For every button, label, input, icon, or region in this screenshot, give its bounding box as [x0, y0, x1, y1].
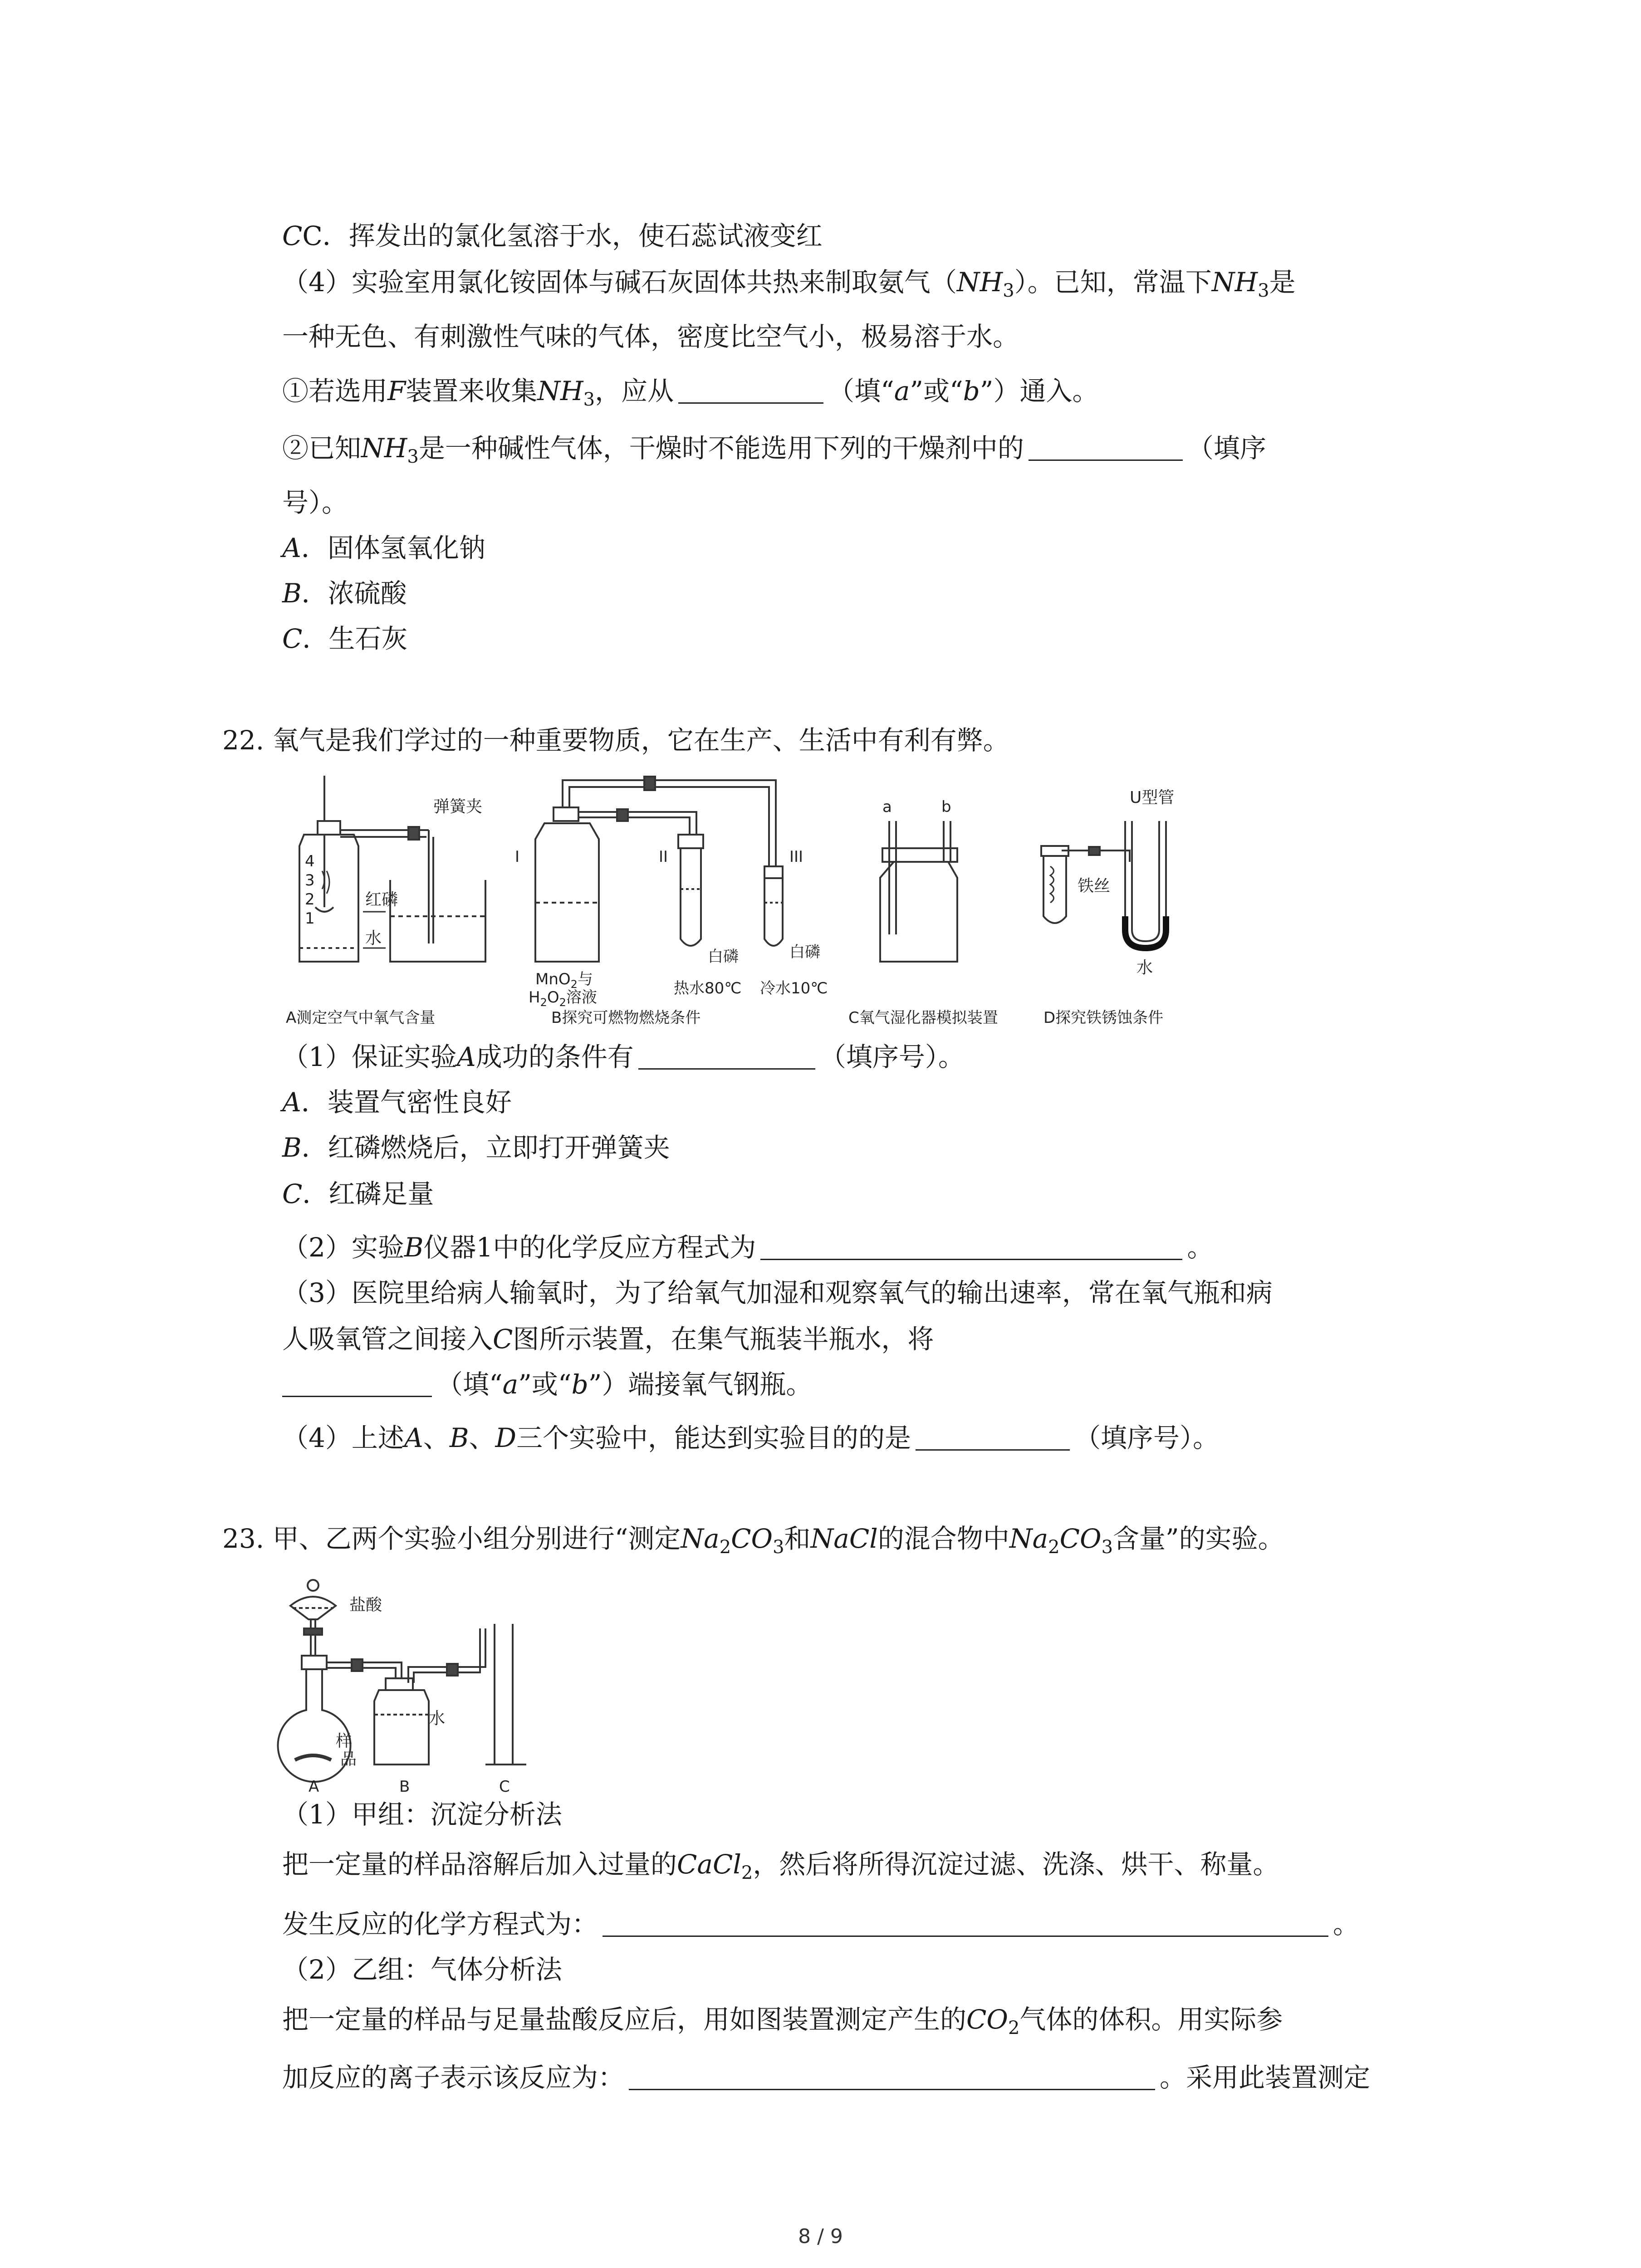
q22-figure [272, 767, 1225, 1039]
roman-1: I [515, 848, 520, 866]
q23-part2-line2: 加反应的离子表示该反应为： 。采用此装置测定 [282, 2062, 1371, 2093]
q21-part4-line1: （4）实验室用氯化铵固体与碱石灰固体共热来制取氨气$(NH_3)$。已知，常温下$NH_3$是 [282, 267, 1296, 301]
q22-part2-blank[interactable] [760, 1232, 1182, 1260]
q23-part1-line1: 把一定量的样品溶解后加入过量的CaCl$_2$，然后将所得沉淀过滤、洗涤、烘干、称量。 [282, 1849, 1279, 1883]
q22-opt-c: C．红磷足量 [282, 1178, 434, 1209]
q22-part1: （1）保证实验A成功的条件有 （填序号）。 [282, 1041, 965, 1072]
q21-option-c: CC．挥发出的氯化氢溶于水，使石蕊试液变红 [282, 220, 823, 251]
q23-part2-blank[interactable] [629, 2063, 1155, 2090]
q22-opt-b: B．红磷燃烧后，立即打开弹簧夹 [282, 1132, 670, 1163]
q21-opt-c: C．生石灰 [282, 623, 408, 654]
q23-part2-line1: 把一定量的样品与足量盐酸反应后，用如图装置测定产生的$CO_2$气体的体积。用实际参 [282, 2004, 1283, 2038]
white-p-label-2: 白磷 [789, 943, 820, 961]
q21-part4-line2: 一种无色、有刺激性气味的气体，密度比空气小，极易溶于水。 [282, 321, 1019, 352]
cold-water-label: 冷水10℃ [760, 979, 828, 997]
q22-part3-line1: （3）医院里给病人输氧时，为了给氧气加湿和观察氧气的输出速率，常在氧气瓶和病 [282, 1277, 1273, 1308]
spring-clip-label: 弹簧夹 [433, 797, 483, 816]
h2o2-label: $H_2O_2$溶液 [529, 988, 597, 1009]
roman-2: II [659, 848, 668, 866]
white-p-label-1: 白磷 [708, 948, 739, 966]
sample-label-2: 品 [340, 1750, 357, 1769]
apparatus-c [880, 821, 957, 962]
q21-sub2: ②已知$NH_3$是一种碱性气体，干燥时不能选用下列的干燥剂中的 （填序 [282, 433, 1266, 467]
q22-part3-line3: （填“a”或“b”）端接氧气钢瓶。 [282, 1366, 812, 1403]
apparatus-gas [278, 1580, 527, 1782]
water-label-d: 水 [1136, 958, 1153, 977]
red-p-label: 红磷 [365, 890, 398, 909]
q22-stem: 22. 氧气是我们学过的一种重要物质，它在生产、生活中有利有弊。 [222, 725, 1009, 756]
caption-c: C氧气湿化器模拟装置 [848, 1009, 998, 1027]
scale-2: 2 [305, 890, 315, 909]
caption-b: B探究可燃物燃烧条件 [551, 1009, 701, 1027]
q22-opt-a: A．装置气密性良好 [282, 1087, 512, 1118]
q22-part4-blank[interactable] [916, 1423, 1070, 1451]
scale-4: 4 [305, 852, 315, 870]
q22-part1-blank[interactable] [638, 1042, 815, 1070]
hot-water-label: 热水80℃ [674, 979, 742, 997]
page-number: 8 / 9 [798, 2225, 843, 2248]
u-tube-label: U型管 [1130, 788, 1175, 807]
caption-a: A测定空气中氧气含量 [286, 1009, 436, 1027]
q21-sub2-blank[interactable] [1029, 433, 1183, 461]
sample-label-1: 样 [336, 1732, 353, 1750]
hcl-label: 盐酸 [349, 1596, 382, 1614]
q21-opt-a: A．固体氢氧化钠 [282, 533, 485, 563]
water-label-b: 水 [429, 1709, 446, 1728]
q21-sub1: ①若选用F装置来收集$NH_3$，应从 （填“a”或“b”）通入。 [282, 376, 1099, 410]
q22-part4: （4）上述A、B、D三个实验中，能达到实验目的的是 （填序号）。 [282, 1422, 1219, 1453]
mno2-label: MnO$_2$与 [535, 970, 593, 991]
q22-part3-blank[interactable] [282, 1369, 432, 1397]
apparatus-b [535, 777, 783, 962]
scale-1: 1 [305, 909, 315, 928]
q21-opt-b: B．浓硫酸 [282, 578, 407, 609]
q23-part1-title: （1）甲组：沉淀分析法 [282, 1799, 562, 1830]
q23-figure [272, 1574, 590, 1801]
letter-c: C [499, 1778, 510, 1796]
q21-sub1-blank[interactable] [678, 376, 823, 404]
iron-wire-label: 铁丝 [1078, 877, 1111, 895]
q22-part2: （2）实验B仪器1中的化学反应方程式为 。 [282, 1232, 1214, 1263]
q23-part2-title: （2）乙组：气体分析法 [282, 1954, 562, 1985]
roman-3: III [789, 848, 803, 866]
q22-part3-line2: 人吸氧管之间接入C图所示装置，在集气瓶装半瓶水，将 [282, 1324, 934, 1354]
letter-a: A [309, 1778, 319, 1796]
q23-part1-blank[interactable] [603, 1909, 1328, 1937]
q23-part1-line2: 发生反应的化学方程式为： 。 [282, 1909, 1360, 1940]
letter-b: B [399, 1778, 410, 1796]
port-b: b [941, 798, 951, 816]
q23-stem: 23. 甲、乙两个实验小组分别进行“测定$Na_2CO_3$和NaCl的混合物中$Na_2CO_3$含量”的实验。 [222, 1523, 1284, 1558]
water-label-a: 水 [365, 929, 382, 948]
caption-d: D探究铁锈蚀条件 [1043, 1009, 1164, 1027]
scale-3: 3 [305, 871, 315, 890]
port-a: a [882, 798, 892, 816]
q21-sub2-cont: 号）。 [282, 487, 348, 518]
